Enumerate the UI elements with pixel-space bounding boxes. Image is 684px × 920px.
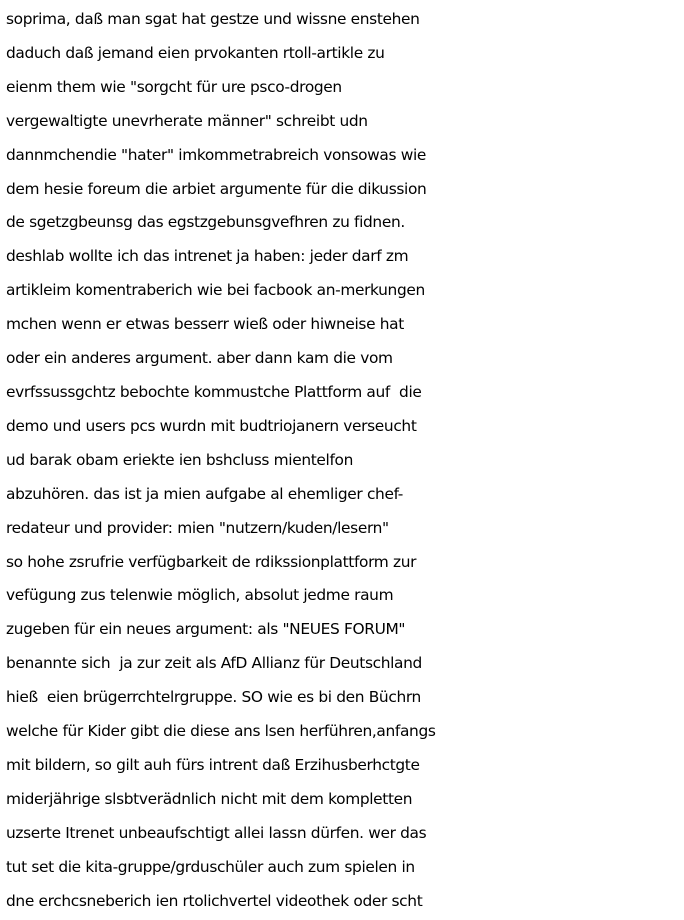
text-line: abzuhören. das ist ja mien aufgabe al ehemliger chef- bbox=[6, 484, 404, 503]
text-line: dannmchendie "hater" imkommetrabreich vonsowas wie bbox=[6, 145, 426, 164]
text-line: uzserte Itrenet unbeaufschtigt allei lassn dürfen. wer das bbox=[6, 823, 427, 842]
document-page bbox=[6, 3, 684, 918]
text-line: daduch daß jemand eien prvokanten rtoll-artikle zu bbox=[6, 43, 385, 62]
text-line: dem hesie foreum die arbiet argumente für die dikussion bbox=[6, 179, 427, 198]
text-line: demo und users pcs wurdn mit budtriojanern verseucht bbox=[6, 416, 417, 435]
text-line: tut set die kita-gruppe/grduschüler auch zum spielen in bbox=[6, 857, 415, 876]
text-line: oder ein anderes argument. aber dann kam die vom bbox=[6, 349, 393, 368]
text-line: welche für Kider gibt die diese ans lsen herführen,anfangs bbox=[6, 722, 436, 741]
text-line: eienm them wie "sorgcht für ure psco-drogen bbox=[6, 77, 342, 96]
text-line: mchen wenn er etwas besserr wieß oder hiwneise hat bbox=[6, 315, 404, 334]
text-line: artikleim komentraberich wie bei facbook an-merkungen bbox=[6, 281, 425, 300]
text-line: hieß eien brügerrchtelrgruppe. SO wie es bi den Büchrn bbox=[6, 688, 421, 707]
text-line: deshlab wollte ich das intrenet ja haben: jeder darf zm bbox=[6, 247, 409, 266]
text-line: soprima, daß man sgat hat gestze und wissne enstehen bbox=[6, 10, 420, 28]
text-line: ud barak obam eriekte ien bshcluss mientelfon bbox=[6, 450, 353, 469]
text-line: vefügung zus telenwie möglich, absolut jedme raum bbox=[6, 586, 394, 605]
text-line: benannte sich ja zur zeit als AfD Allianz für Deutschland bbox=[6, 654, 422, 673]
text-line: so hohe zsrufrie verfügbarkeit de rdikssionplattform zur bbox=[6, 552, 417, 571]
text-line: vergewaltigte unevrherate männer" schreibt udn bbox=[6, 111, 368, 130]
text-line: redateur und provider: mien "nutzern/kuden/lesern" bbox=[6, 518, 389, 537]
text-line: dne erchcsneberich ien rtolichvertel videothek oder scht bbox=[6, 891, 423, 910]
text-line: zugeben für ein neues argument: als "NEUES FORUM" bbox=[6, 620, 406, 639]
text-line: mit bildern, so gilt auh fürs intrent daß Erzihusberhctgte bbox=[6, 755, 420, 774]
text-line: evrfssussgchtz bebochte kommustche Plattform auf die bbox=[6, 382, 422, 401]
text-line: miderjährige slsbtverädnlich nicht mit dem kompletten bbox=[6, 789, 413, 808]
text-line: de sgetzgbeunsg das egstzgebunsgvefhren zu fidnen. bbox=[6, 213, 405, 232]
